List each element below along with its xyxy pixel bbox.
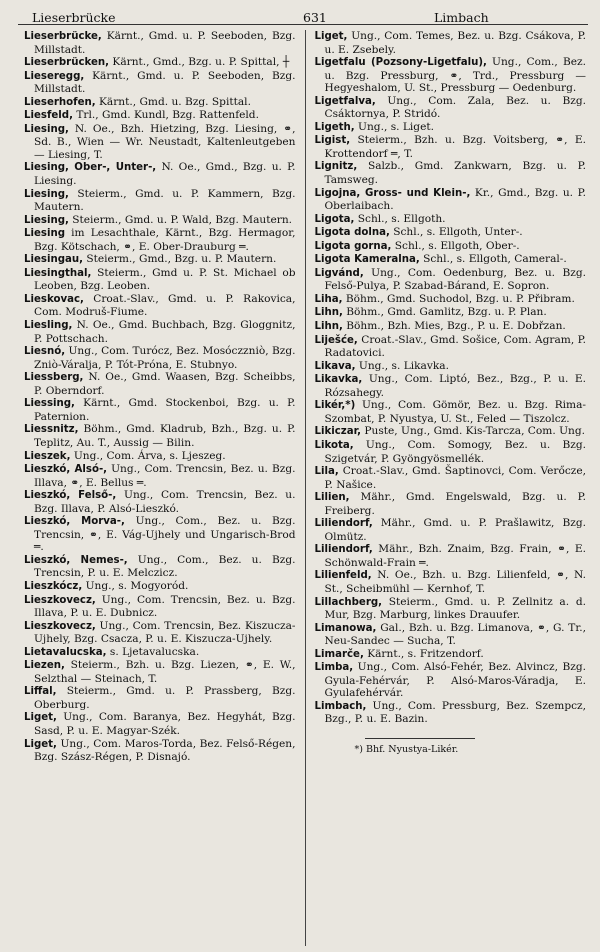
entry-headword: Liffal,	[24, 686, 57, 698]
entry-headword: Likér,*)	[314, 400, 356, 412]
entry-text: Kärnt., Gmd. u. P. Seeboden, Bzg. Millstadt.	[34, 30, 296, 56]
gazetteer-entry	[315, 399, 587, 425]
entry-headword: Limba,	[314, 662, 354, 674]
left-column	[24, 30, 305, 946]
entry-text: s. Ljetavalucska.	[106, 645, 200, 658]
gazetteer-entry	[315, 267, 587, 293]
gazetteer-entry	[315, 226, 587, 240]
entry-headword: Ligvánd,	[314, 267, 364, 279]
entry-headword: Lillachberg,	[314, 596, 383, 608]
entry-headword: Liha,	[314, 293, 343, 305]
entry-text: Ung., Com. Trencsin, Bez. u. Bzg. Illava, ⚭, E. Bellus ═.	[34, 463, 296, 489]
entry-text: Steierm., Gmd. u. P. Kammern, Bzg. Mautern.	[34, 187, 296, 214]
running-head-left: Lieserbrücke	[32, 10, 116, 25]
entry-text: Ung., Com. Oedenburg, Bez. u. Bzg. Felső-Pulya, P. Szabad-Bárand, E. Sopron.	[324, 266, 586, 293]
entry-text: Ung., Com. Gömör, Bez. u. Bzg. Rima-Szombat, P. Nyustya, U. St., Feled — Tiszolcz.	[324, 399, 586, 425]
gazetteer-entry	[24, 253, 296, 267]
entry-text: Kärnt., Gmd. u. P. Seeboden, Bzg. Millstadt.	[34, 69, 296, 96]
entry-text: Ung., Com. Maros-Torda, Bez. Felső-Régen, Bzg. Szász-Régen, P. Disnajó.	[34, 737, 296, 764]
gazetteer-entry	[24, 659, 296, 685]
entry-text: Salzb., Gmd. Zankwarn, Bzg. u. P. Tamsweg.	[324, 160, 586, 187]
entry-headword: Liesing,	[24, 214, 69, 226]
entry-headword: Liesling,	[24, 320, 73, 332]
gazetteer-entry	[315, 253, 587, 267]
entry-headword: Lieszkó, Alsó-,	[24, 464, 108, 476]
footnote: *) Bhf. Nyustya-Likér.	[354, 743, 459, 755]
entry-headword: Ligist,	[314, 135, 351, 147]
entry-text: Trl., Gmd. Kundl, Bzg. Rattenfeld.	[72, 109, 259, 122]
entry-headword: Ligetfalva,	[314, 95, 376, 107]
gazetteer-entry	[315, 334, 587, 360]
entry-text: Ung., s. Likavka.	[355, 359, 449, 372]
entry-text: Steierm., Bzh. u. Bzg. Voitsberg, ⚭, E. Krottendorf ═, T.	[324, 134, 586, 160]
entry-headword: Liesing, Ober-, Unter-,	[24, 162, 157, 174]
entry-text: Ung., Com. Liptó, Bez., Bzg., P. u. E. Rózsahegy.	[324, 373, 586, 399]
gazetteer-entry	[315, 465, 587, 491]
entry-headword: Liessberg,	[24, 372, 84, 384]
entry-text: Kärnt., Gmd. Stockenboi, Bzg. u. P. Paternion.	[34, 397, 296, 423]
entry-headword: Ligojna, Gross- und Klein-,	[314, 187, 471, 199]
entry-text: Böhm., Gmd. Gamlitz, Bzg. u. P. Plan.	[342, 306, 547, 319]
gazetteer-entry	[24, 123, 296, 162]
entry-headword: Liezen,	[24, 660, 65, 672]
entry-headword: Liesingau,	[24, 254, 83, 266]
gazetteer-entry	[315, 213, 587, 227]
entry-headword: Lieskovac,	[24, 293, 84, 305]
entry-text: Ung., Com. Trencsin, Bez. u. Bzg. Illava, P. Alsó-Lieszkó.	[34, 489, 296, 515]
entry-text: Böhm., Gmd. Suchodol, Bzg. u. P. Přibram.	[342, 292, 575, 305]
gazetteer-entry	[24, 423, 296, 449]
entry-headword: Lila,	[314, 466, 339, 478]
entry-headword: Liessing,	[24, 398, 75, 410]
entry-headword: Liget,	[314, 31, 348, 42]
entry-headword: Liesing,	[24, 188, 69, 200]
entry-text: Mähr., Bzh. Znaim, Bzg. Frain, ⚭, E. Schönwald-Frain ═.	[324, 543, 586, 569]
gazetteer-entry	[315, 517, 587, 543]
entry-text: Schl., s. Ellgoth, Ober-.	[391, 239, 520, 252]
gazetteer-entry	[315, 700, 587, 726]
entry-headword: Ligota Kameralna,	[314, 254, 420, 266]
entry-headword: Ligota dolna,	[314, 227, 390, 239]
entry-text: Croat.-Slav., Gmd. u. P. Rakovica, Com. Modruš-Fiume.	[34, 292, 296, 319]
gazetteer-entry	[24, 489, 296, 515]
entry-text: Schl., s. Ellgoth.	[354, 212, 446, 225]
entry-text: Ung., Com., Bez. u. Bzg. Trencsin, ⚭, E. Vág-Ujhely und Ungarisch-Brod ═.	[34, 515, 296, 554]
entry-text: Ung., Com. Árva, s. Ljeszeg.	[70, 449, 226, 462]
gazetteer-entry	[315, 95, 587, 121]
gazetteer-entry	[315, 56, 587, 95]
footnote-rule	[365, 738, 475, 739]
gazetteer-entry	[24, 214, 296, 228]
entry-text: Ung., Com. Zala, Bez. u. Bzg. Csáktornya, P. Stridó.	[324, 94, 586, 121]
gazetteer-entry	[315, 373, 587, 399]
gazetteer-entry	[315, 439, 587, 465]
entry-headword: Liesfeld,	[24, 110, 73, 122]
gazetteer-entry	[24, 646, 296, 660]
gazetteer-entry	[24, 293, 296, 319]
gazetteer-entry	[315, 596, 587, 622]
gazetteer-entry	[24, 188, 296, 214]
entry-text: Ung., Com. Trencsin, Bez. u. Bzg. Illava, P. u. E. Dubnicz.	[34, 593, 296, 620]
entry-text: Ung., Com. Pressburg, Bez. Szempcz, Bzg., P. u. E. Bazin.	[324, 699, 586, 726]
entry-headword: Limbach,	[314, 700, 367, 712]
entry-text: N. Oe., Gmd. Buchbach, Bzg. Gloggnitz, P. Pottschach.	[34, 319, 296, 345]
entry-headword: Limanowa,	[314, 622, 377, 634]
entry-text: Croat.-Slav., Gmd. Šaptinovci, Com. Verőcze, P. Našice.	[324, 465, 586, 491]
entry-headword: Liješće,	[314, 334, 358, 346]
gazetteer-entry	[24, 96, 296, 110]
gazetteer-entry	[24, 738, 296, 764]
entry-text: Ung., s. Mogyoród.	[82, 579, 189, 592]
running-head	[14, 6, 590, 26]
entry-headword: Lihn,	[314, 321, 343, 333]
entry-text: N. Oe., Bzh. u. Bzg. Lilienfeld, ⚭, N. St., Scheibmühl — Kernhof, T.	[324, 569, 586, 595]
entry-text: Ung., Com. Temes, Bez. u. Bzg. Csákova, P. u. E. Zsebely.	[324, 30, 586, 56]
entry-text: Steierm., Gmd u. P. St. Michael ob Leoben, Bzg. Leoben.	[34, 266, 296, 293]
entry-text: Ung., Com., Bez. u. Bzg. Pressburg, ⚭, Trd., Pressburg — Hegyeshalom, U. St., Pressburg — Oedenburg.	[324, 56, 586, 95]
gazetteer-entry	[24, 685, 296, 711]
entry-text: Schl., s. Ellgoth, Cameral-.	[419, 253, 567, 266]
gazetteer-entry	[315, 569, 587, 595]
entry-text: Steierm., Bzh. u. Bzg. Liezen, ⚭, E. W., Selzthal — Steinach, T.	[34, 659, 296, 685]
entry-headword: Lieszkó, Morva-,	[24, 516, 125, 528]
gazetteer-entry	[315, 648, 587, 662]
gazetteer-entry	[315, 491, 587, 517]
entry-headword: Liesing	[24, 228, 65, 240]
entry-headword: Lilien,	[314, 492, 350, 504]
entry-text: im Lesachthale, Kärnt., Bzg. Hermagor, Bzg. Kötschach, ⚭, E. Ober-Drauburg ═.	[34, 227, 296, 253]
entry-headword: Lieszkó, Felső-,	[24, 490, 117, 502]
entry-text: Kärnt., Gmd., Bzg. u. P. Spittal, ┼	[109, 56, 290, 69]
entry-headword: Lieszkovecz,	[24, 620, 96, 632]
entry-headword: Ligeth,	[314, 121, 355, 133]
entry-text: Ung., s. Liget.	[354, 120, 434, 133]
gazetteer-entry	[315, 160, 587, 186]
entry-text: Böhm., Bzh. Mies, Bzg., P. u. E. Dobřzan.	[342, 320, 566, 333]
running-head-right: Limbach	[434, 10, 489, 25]
gazetteer-entry	[24, 227, 296, 253]
gazetteer-entry	[24, 56, 296, 70]
entry-headword: Limarče,	[314, 648, 364, 660]
entry-headword: Lieszkócz,	[24, 580, 83, 592]
gazetteer-entry	[24, 345, 296, 371]
gazetteer-entry	[24, 70, 296, 96]
entry-text: Kärnt., s. Fritzendorf.	[363, 647, 484, 660]
entry-headword: Ligota gorna,	[314, 240, 392, 252]
entry-headword: Liliendorf,	[314, 518, 373, 530]
gazetteer-entry	[24, 319, 296, 345]
entry-headword: Lignitz,	[314, 161, 358, 173]
entry-text: Kr., Gmd., Bzg. u. P. Oberlaibach.	[324, 186, 586, 213]
entry-text: N. Oe., Gmd., Bzg. u. P. Liesing.	[34, 161, 296, 188]
gazetteer-entry	[24, 109, 296, 123]
entry-text: Ung., Com. Baranya, Bez. Hegyhát, Bzg. Sasd, P. u. E. Magyar-Szék.	[34, 711, 296, 737]
entry-headword: Lilienfeld,	[314, 570, 372, 582]
entry-text: Steierm., Gmd. u. P. Prassberg, Bzg. Oberburg.	[34, 685, 296, 711]
entry-headword: Ligota,	[314, 213, 355, 225]
gazetteer-entry	[24, 30, 296, 56]
entry-headword: Lieszkovecz,	[24, 594, 96, 606]
entry-text: Ung., Com. Trencsin, Bez. Kiszucza-Ujhely, Bzg. Csacza, P. u. E. Kiszucza-Ujhely.	[34, 619, 296, 646]
entry-headword: Likavka,	[314, 374, 363, 386]
entry-text: Puste, Ung., Gmd. Kis-Tarcza, Com. Ung.	[361, 425, 585, 438]
entry-headword: Liliendorf,	[314, 544, 373, 556]
two-column-body	[24, 30, 586, 946]
gazetteer-entry	[315, 30, 587, 56]
entry-headword: Lieszkó, Nemes-,	[24, 554, 128, 566]
gazetteer-entry	[315, 187, 587, 213]
entry-text: Mähr., Gmd. Engelswald, Bzg. u. P. Freiberg.	[324, 491, 586, 517]
right-column	[305, 30, 587, 946]
entry-headword: Ligetfalu (Pozsony-Ligetfalu),	[314, 57, 487, 69]
entry-headword: Lieseregg,	[24, 70, 85, 82]
entry-headword: Liesing,	[24, 123, 69, 135]
entry-headword: Liget,	[24, 738, 57, 750]
gazetteer-entry	[315, 425, 587, 439]
gazetteer-entry	[315, 293, 587, 307]
entry-headword: Lieszek,	[24, 450, 71, 462]
gazetteer-entry	[315, 134, 587, 160]
gazetteer-entry	[24, 463, 296, 489]
gazetteer-entry	[24, 397, 296, 423]
gazetteer-entry	[315, 661, 587, 700]
gazetteer-entry	[315, 543, 587, 569]
entry-text: Ung., Com., Bez. u. Bzg. Trencsin, P. u. E. Melczicz.	[34, 553, 296, 580]
gazetteer-entry	[24, 594, 296, 620]
gazetteer-entry	[315, 121, 587, 135]
entry-text: Mähr., Gmd. u. P. Prašlawitz, Bzg. Olmütz.	[324, 517, 586, 543]
gazetteer-entry	[315, 306, 587, 320]
gazetteer-entry	[24, 450, 296, 464]
entry-text: N. Oe., Bzh. Hietzing, Bzg. Liesing, ⚭, Sd. B., Wien — Wr. Neustadt, Kaltenleutgeben — Liesing, T.	[34, 122, 296, 161]
entry-headword: Liesnó,	[24, 346, 66, 358]
gazetteer-entry	[315, 360, 587, 374]
entry-headword: Lihn,	[314, 307, 343, 319]
entry-text: Schl., s. Ellgoth, Unter-.	[389, 226, 523, 239]
entry-text: Ung., Com. Turócz, Bez. Mosóczzniò, Bzg. Zniò-Váralja, P. Tót-Próna, E. Stubnyo.	[34, 345, 296, 371]
entry-text: Kärnt., Gmd. u. Bzg. Spittal.	[95, 95, 251, 108]
entry-headword: Liessnitz,	[24, 424, 79, 436]
entry-text: N. Oe., Gmd. Waasen, Bzg. Scheibbs, P. Oberndorf.	[34, 371, 296, 397]
entry-headword: Lietavalucska,	[24, 646, 107, 658]
gazetteer-entry	[24, 620, 296, 646]
entry-text: Croat.-Slav., Gmd. Sošice, Com. Agram, P. Radatovici.	[324, 333, 586, 360]
entry-text: Steierm., Gmd. u. P. Zellnitz a. d. Mur, Bzg. Marburg, linkes Drauufer.	[324, 595, 586, 622]
entry-text: Steierm., Gmd., Bzg. u. P. Mautern.	[83, 253, 277, 266]
entry-headword: Lieserbrücken,	[24, 57, 110, 69]
gazetteer-entry	[24, 161, 296, 187]
entry-headword: Lieserhofen,	[24, 96, 96, 108]
entry-headword: Likiczar,	[314, 426, 361, 438]
entry-text: Steierm., Gmd. u. P. Wald, Bzg. Mautern.	[68, 213, 293, 226]
gazetteer-entry	[24, 267, 296, 293]
gazetteer-entry	[24, 580, 296, 594]
gazetteer-entry	[24, 371, 296, 397]
page-number: 631	[303, 10, 327, 25]
entry-headword: Lieserbrücke,	[24, 31, 102, 42]
entry-headword: Likota,	[314, 439, 354, 451]
gazetteer-entry	[315, 622, 587, 648]
gazetteer-entry	[24, 554, 296, 580]
gazetteer-entry	[315, 320, 587, 334]
entry-headword: Likava,	[314, 360, 356, 372]
gazetteer-entry	[24, 711, 296, 737]
header-rule	[18, 24, 588, 25]
entry-text: Gal., Bzh. u. Bzg. Limanova, ⚭, G. Tr., Neu-Sandec — Sucha, T.	[324, 621, 586, 648]
entry-text: Böhm., Gmd. Kladrub, Bzh., Bzg. u. P. Teplitz, Au. T., Aussig — Bilin.	[34, 423, 296, 449]
entry-headword: Liget,	[24, 712, 57, 724]
gazetteer-entry	[24, 515, 296, 554]
entry-headword: Liesingthal,	[24, 267, 92, 279]
entry-text: Ung., Com. Alsó-Fehér, Bez. Alvincz, Bzg. Gyula-Fehérvár, P. Alsó-Maros-Váradja, E. Gyulafehérvár.	[324, 661, 586, 700]
entry-text: Ung., Com. Somogy, Bez. u. Bzg. Szigetvár, P. Gyöngyösmellék.	[324, 438, 586, 465]
gazetteer-entry	[315, 240, 587, 254]
